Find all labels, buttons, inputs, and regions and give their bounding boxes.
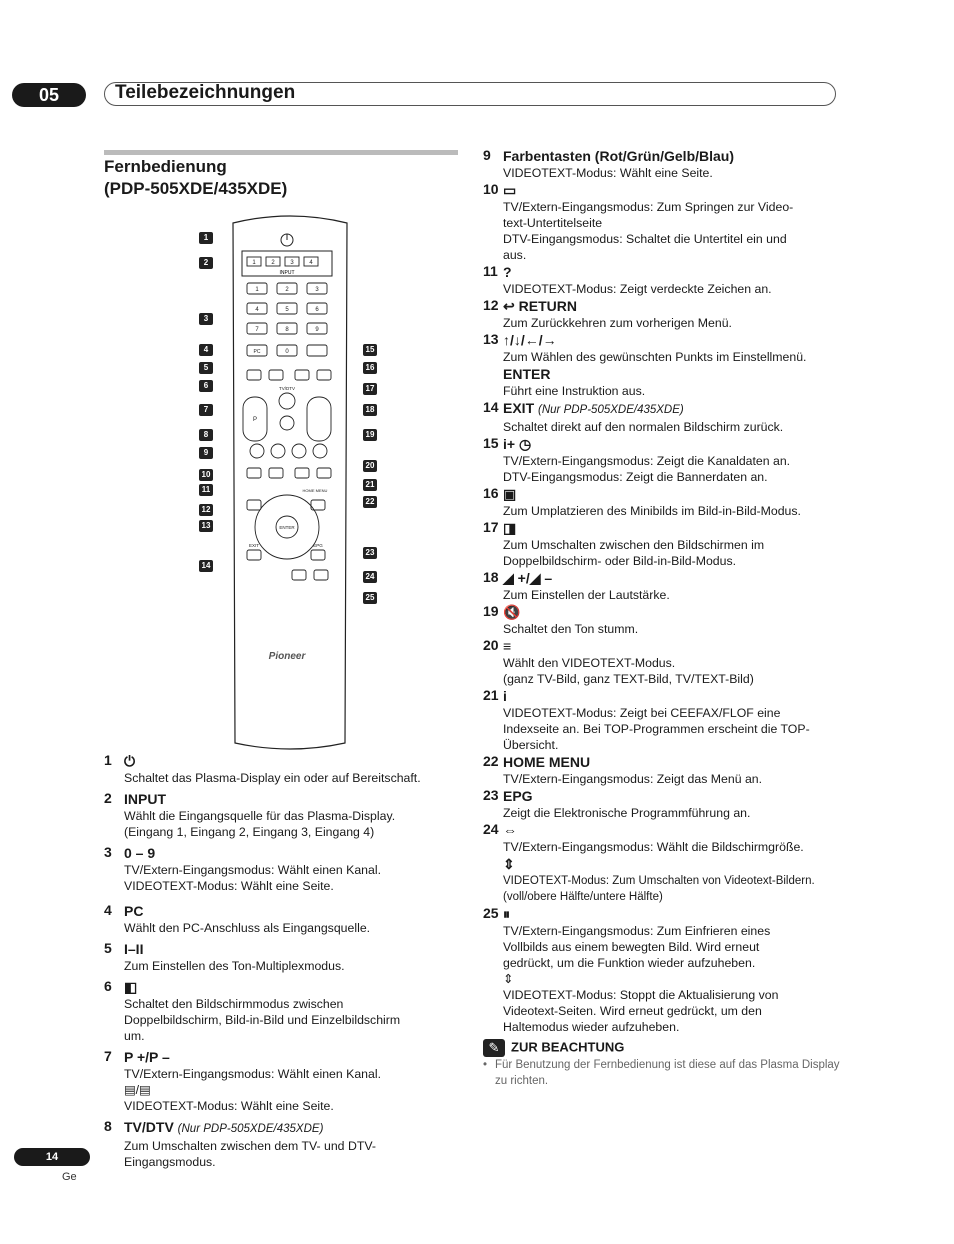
item-desc: Wählt die Eingangsquelle für das Plasma-Display.: [124, 809, 396, 823]
callout-18: 18: [363, 404, 377, 416]
list-item: [483, 637, 843, 687]
item-desc: text-Untertitelseite: [503, 216, 603, 230]
note-heading: ZUR BEACHTUNG: [511, 1039, 625, 1055]
remote-digit-key: 8: [285, 327, 289, 333]
remote-epg-label: EPG: [313, 543, 323, 548]
remote-tvdtv-label: TV/DTV: [278, 386, 296, 391]
remote-input-key: 2: [271, 260, 275, 266]
remote-digit-key: 6: [315, 307, 319, 313]
callout-8: 8: [199, 429, 213, 441]
chapter-title-box: [104, 82, 836, 106]
item-desc: VIDEOTEXT-Modus: Wählt eine Seite.: [503, 166, 713, 180]
item-head-note: (Nur PDP-505XDE/435XDE): [538, 404, 684, 416]
callout-6: 6: [199, 380, 213, 392]
item-number: 6: [104, 978, 112, 994]
item-number: 3: [104, 844, 112, 860]
item-desc: Zum Einstellen der Lautstärke.: [503, 588, 670, 602]
item-desc: VIDEOTEXT-Modus: Wählt eine Seite.: [124, 879, 334, 893]
list-item: [483, 905, 843, 1035]
item-number: 2: [104, 790, 112, 806]
item-head: EXIT: [503, 400, 535, 416]
item-desc: Zum Umschalten zwischen dem TV- und DTV-: [124, 1139, 376, 1153]
item-desc: (voll/obere Hälfte/untere Hälfte): [503, 891, 663, 903]
pip-shift-icon: ▣: [503, 486, 517, 502]
remote-digit-key: 9: [315, 327, 319, 333]
item-desc: Schaltet den Ton stumm.: [503, 622, 639, 636]
item-number: 5: [104, 940, 112, 956]
section-title-line2: (PDP-505XDE/435XDE): [104, 179, 288, 198]
remote-input-label: INPUT: [279, 270, 295, 276]
item-number: 19: [483, 603, 499, 619]
item-desc: Zum Zurückkehren zum vorherigen Menü.: [503, 316, 732, 330]
item-desc: aus.: [503, 248, 527, 262]
mute-icon: 🔇: [503, 604, 521, 620]
item-desc: VIDEOTEXT-Modus: Stoppt die Aktualisierung von: [503, 988, 779, 1002]
item-desc: TV/Extern-Eingangsmodus: Zeigt die Kanaldaten an.: [503, 454, 791, 468]
item-desc: VIDEOTEXT-Modus: Wählt eine Seite.: [124, 1099, 334, 1113]
item-head: ↩ RETURN: [503, 298, 577, 314]
remote-home-menu-label: HOME MENU: [302, 488, 328, 493]
item-number: 11: [483, 263, 498, 279]
callout-21: 21: [363, 479, 377, 491]
remote-digit-key: 4: [255, 307, 259, 313]
item-desc: VIDEOTEXT-Modus: Zum Umschalten von Videotext-Bildern.: [503, 875, 815, 887]
list-item: [483, 569, 843, 603]
item-desc: Zum Umschalten zwischen den Bildschirmen im: [503, 538, 765, 552]
item-desc: Haltemodus wieder aufzuheben.: [503, 1020, 680, 1034]
item-head: EPG: [503, 788, 533, 804]
item-desc: Zeigt die Elektronische Programmführung an.: [503, 806, 751, 820]
list-item: [104, 940, 464, 974]
item-desc: Vollbilds aus einem bewegten Bild. Wird erneut: [503, 940, 760, 954]
callout-20: 20: [363, 460, 377, 472]
item-number: 21: [483, 687, 499, 703]
section-title-line1: Fernbedienung: [104, 157, 227, 176]
item-desc: Schaltet direkt auf den normalen Bildschirm zurück.: [503, 420, 784, 434]
item-head: P +/P –: [124, 1049, 170, 1065]
remote-digit-key: 1: [255, 287, 259, 293]
remote-brand-logo: Pioneer: [268, 651, 306, 662]
item-head: I–II: [124, 941, 144, 957]
note-box: [483, 1039, 843, 1089]
item-desc: TV/Extern-Eingangsmodus: Wählt einen Kanal.: [124, 1067, 382, 1081]
left-descriptions: [104, 752, 464, 1170]
callout-10: 10: [199, 469, 213, 481]
page-language: Ge: [62, 1171, 77, 1183]
remote-exit-label: EXIT: [248, 543, 260, 548]
info-icon: i+ ◷: [503, 436, 532, 452]
note-text: • Für Benutzung der Fernbedienung ist diese auf das Plasma Display zu richten.: [483, 1057, 843, 1089]
callout-9: 9: [199, 447, 213, 459]
volume-icon: ◢ +/◢ –: [503, 570, 553, 586]
item-desc: VIDEOTEXT-Modus: Zeigt bei CEEFAX/FLOF eine: [503, 706, 781, 720]
item-desc: (ganz TV-Bild, ganz TEXT-Bild, TV/TEXT-Bild): [503, 672, 754, 686]
list-item: [104, 1118, 464, 1170]
list-item: [483, 753, 843, 787]
callout-19: 19: [363, 429, 377, 441]
item-desc: Zum Wählen des gewünschten Punkts im Einstellmenü.: [503, 350, 807, 364]
right-descriptions: [483, 147, 843, 1089]
item-head: ◧: [124, 979, 138, 995]
callout-24: 24: [363, 571, 377, 583]
remote-digit-key: 0: [285, 349, 289, 355]
item-desc: Führt eine Instruktion aus.: [503, 384, 646, 398]
item-desc: TV/Extern-Eingangsmodus: Zum Springen zur Video-: [503, 200, 794, 214]
item-desc: DTV-Eingangsmodus: Zeigt die Bannerdaten an.: [503, 470, 768, 484]
callout-4: 4: [199, 344, 213, 356]
remote-p-key: P: [252, 417, 258, 423]
list-item: [483, 787, 843, 821]
arrow-keys-icon: ↑/↓/←/→: [503, 332, 557, 348]
item-desc: Eingangsmodus.: [124, 1155, 216, 1169]
list-item: [104, 902, 464, 936]
item-desc: um.: [124, 1029, 145, 1043]
callout-16: 16: [363, 362, 377, 374]
item-number: 10: [483, 181, 499, 197]
item-desc: TV/Extern-Eingangsmodus: Wählt die Bildschirmgröße.: [503, 840, 804, 854]
item-desc: Zum Einstellen des Ton-Multiplexmodus.: [124, 959, 345, 973]
item-number: 13: [483, 331, 499, 347]
item-number: 12: [483, 297, 499, 313]
item-desc: Zum Umplatzieren des Minibilds im Bild-in-Bild-Modus.: [503, 504, 801, 518]
teletext-icon: ≡: [503, 638, 512, 654]
item-desc: DTV-Eingangsmodus: Schaltet die Untertitel ein und: [503, 232, 787, 246]
item-desc: TV/Extern-Eingangsmodus: Zeigt das Menü an.: [503, 772, 763, 786]
item-number: 18: [483, 569, 499, 585]
item-number: 14: [483, 399, 499, 415]
remote-input-key: 1: [252, 260, 256, 266]
item-number: 9: [483, 147, 491, 163]
item-head: 0 – 9: [124, 845, 156, 861]
list-item: [104, 1048, 464, 1114]
callout-1: 1: [199, 232, 213, 244]
item-desc: Indexseite an. Bei TOP-Programmen erscheint die TOP-: [503, 722, 810, 736]
list-item: [483, 147, 843, 181]
item-number: 22: [483, 753, 499, 769]
freeze-icon: ⏸: [503, 906, 510, 922]
list-item: [483, 485, 843, 519]
item-desc: TV/Extern-Eingangsmodus: Zum Einfrieren eines: [503, 924, 771, 938]
index-icon: i: [503, 688, 507, 704]
remote-digit-key: 5: [285, 307, 289, 313]
item-desc: TV/Extern-Eingangsmodus: Wählt einen Kanal.: [124, 863, 382, 877]
remote-illustration: [195, 215, 385, 755]
list-item: [483, 687, 843, 753]
section-bar: [104, 150, 458, 155]
list-item: [483, 821, 843, 905]
list-item: [483, 519, 843, 569]
swap-screen-icon: ◨: [503, 520, 517, 536]
list-item: [483, 263, 843, 297]
item-number: 7: [104, 1048, 112, 1064]
item-desc: Schaltet den Bildschirmmodus zwischen: [124, 997, 344, 1011]
list-item: [483, 181, 843, 263]
item-desc: Übersicht.: [503, 738, 559, 752]
callout-12: 12: [199, 504, 213, 516]
item-desc: Doppelbildschirm, Bild-in-Bild und Einzelbildschirm: [124, 1013, 401, 1027]
callout-5: 5: [199, 362, 213, 374]
remote-input-key: 3: [290, 260, 294, 266]
chapter-title: Teilebezeichnungen: [115, 82, 296, 103]
remote-digit-key: 3: [315, 287, 319, 293]
callout-22: 22: [363, 496, 377, 508]
item-desc: VIDEOTEXT-Modus: Zeigt verdeckte Zeichen an.: [503, 282, 772, 296]
item-head: TV/DTV: [124, 1119, 174, 1135]
item-number: 23: [483, 787, 499, 803]
remote-input-key: 4: [309, 260, 313, 266]
item-desc: Schaltet das Plasma-Display ein oder auf Bereitschaft.: [124, 771, 421, 785]
callout-2: 2: [199, 257, 213, 269]
item-number: 25: [483, 905, 499, 921]
callout-17: 17: [363, 383, 377, 395]
item-number: 8: [104, 1118, 112, 1134]
remote-digit-key: 2: [285, 287, 289, 293]
list-item: [483, 603, 843, 637]
item-head: ⏻: [124, 753, 136, 769]
list-item: [104, 790, 464, 840]
item-desc: Doppelbildschirm- oder Bild-in-Bild-Modus.: [503, 554, 737, 568]
chapter-number: 05: [12, 83, 86, 107]
remote-digit-key: 7: [255, 327, 259, 333]
item-desc: Wählt den PC-Anschluss als Eingangsquelle.: [124, 921, 371, 935]
page-number: 14: [14, 1148, 90, 1166]
list-item: [483, 399, 843, 435]
callout-23: 23: [363, 547, 377, 559]
item-number: 20: [483, 637, 499, 653]
item-number: 24: [483, 821, 499, 837]
item-number: 1: [104, 752, 112, 768]
item-number: 16: [483, 485, 499, 501]
item-desc: Wählt den VIDEOTEXT-Modus.: [503, 656, 676, 670]
callout-14: 14: [199, 560, 213, 572]
teletext-page-icon: ▤/▤: [124, 1083, 151, 1097]
list-item: [483, 331, 843, 399]
item-head: HOME MENU: [503, 754, 591, 770]
item-head-note: (Nur PDP-505XDE/435XDE): [177, 1123, 324, 1135]
hold-icon: ⇕: [503, 972, 514, 986]
item-number: 15: [483, 435, 499, 451]
list-item: [104, 978, 464, 1044]
item-desc: (Eingang 1, Eingang 2, Eingang 3, Eingang 4): [124, 825, 375, 839]
screen-size-icon: ⇔: [503, 822, 517, 838]
item-number: 17: [483, 519, 499, 535]
item-desc: Videotext-Seiten. Wird erneut gedrückt, um den: [503, 1004, 762, 1018]
subtitle-icon: ▭: [503, 182, 517, 198]
callout-7: 7: [199, 404, 213, 416]
item-sub-head: ENTER: [503, 366, 551, 382]
item-number: 4: [104, 902, 112, 918]
note-pencil-icon: ✎: [483, 1039, 505, 1057]
list-item: [483, 297, 843, 331]
remote-pc-key: PC: [253, 349, 261, 355]
item-head: INPUT: [124, 791, 166, 807]
callout-3: 3: [199, 313, 213, 325]
remote-enter-key: ENTER: [279, 525, 295, 530]
item-head: Farbentasten (Rot/Grün/Gelb/Blau): [503, 148, 735, 164]
item-head: PC: [124, 903, 144, 919]
section-title: [104, 156, 287, 200]
list-item: [483, 435, 843, 485]
reveal-icon: ?: [503, 264, 512, 280]
teletext-size-icon: ⇕: [503, 856, 515, 872]
callout-11: 11: [199, 484, 213, 496]
list-item: [104, 844, 464, 894]
callout-25: 25: [363, 592, 377, 604]
list-item: [104, 752, 464, 786]
callout-15: 15: [363, 344, 377, 356]
item-desc: gedrückt, um die Funktion wieder aufzuheben.: [503, 956, 756, 970]
callout-13: 13: [199, 520, 213, 532]
